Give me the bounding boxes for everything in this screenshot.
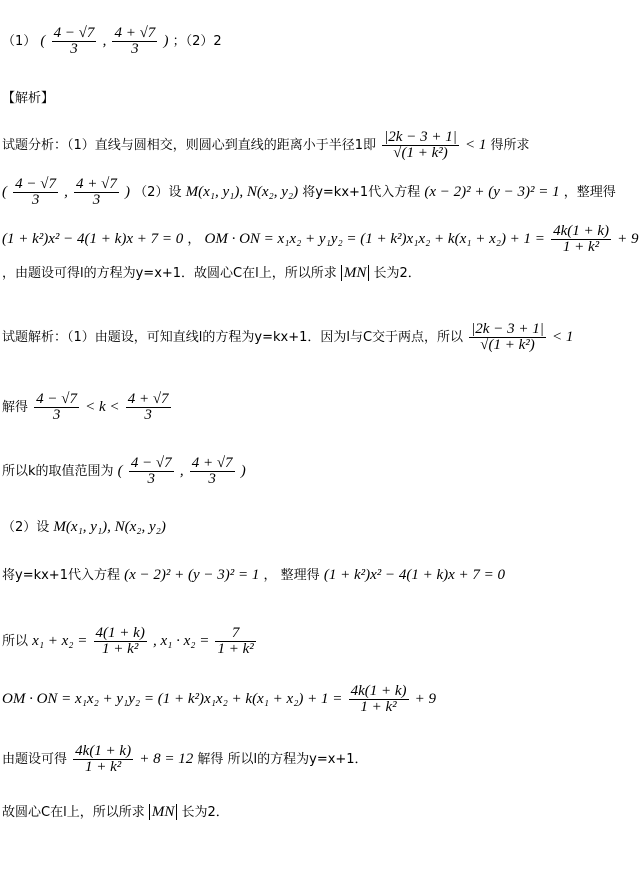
interval-upper-den: 3 [92,192,101,208]
interval-open: ( [2,184,7,200]
answer-interval-close: ) [163,33,169,49]
answer-lower-den: 3 [70,41,78,57]
vieta-label: 所以 [2,634,29,649]
k-upper-num: 4 + √7 [127,391,169,407]
substitute-label: 将y=kx+1代入方程 [2,568,120,583]
interval-lower-num: 4 − √7 [15,176,56,192]
dot-tail: + 9 [414,691,437,707]
solution-distance-frac [469,322,546,353]
solution-line-3 [2,456,246,487]
analysis-intro-text: 试题分析：（1）直线与圆相交，则圆心到直线的距离小于半径1即 [2,138,377,153]
part2-setup-label: （2）设 [2,520,50,535]
solution-intro: 试题解析：（1）由题设，可知直线l的方程为y=kx+1．因为l与C交于两点，所以 [2,330,464,345]
analysis-line-3 [2,224,639,255]
distance-inequality-frac [382,130,459,161]
k-lower-den: 3 [52,407,61,423]
interval-sep: , [64,184,68,200]
answer-part2: ；（2）2 [172,34,222,49]
answer-upper-num: 4 + √7 [114,25,156,41]
analysis-line-1 [2,130,530,161]
simplify-label: ， 整理得 [263,568,320,583]
solution-distance-num: |2k − 3 + 1| [471,321,544,337]
solution-distance-den: √(1 + k²) [480,337,535,353]
answer-line [2,26,222,57]
conclusion-text: ，由题设可得l的方程为y=x+1．故圆心C在l上，所以所求 [2,266,337,281]
circle-eq: (x − 2)² + (y − 3)² = 1 [124,567,260,583]
product-of-roots: , x₁ · x₂ = [152,633,210,649]
solution-line-6 [2,626,258,657]
dot-product-text: OM · ON = x₁x₂ + y₁y₂ = (1 + k²)x₁x₂ + k(x₁ + x₂) + 1 = [204,231,545,247]
conclusion-tail: 长为2． [373,266,421,281]
points-mn: M(x₁, y₁), N(x₂, y₂) [185,184,299,200]
solution-line-2 [2,392,173,423]
k-lower-num: 4 − √7 [36,391,78,407]
sum-of-roots: x₁ + x₂ = [32,633,88,649]
condition-den: 1 + k² [84,759,122,775]
solution-line-4 [2,520,166,535]
k-range-label: 所以k的取值范围为 [2,464,114,479]
answer-part1-label: （1） [2,34,37,49]
mn-length: MN [341,265,370,281]
k-range-upper-den: 3 [208,471,216,487]
k-lower-bound [34,392,79,423]
final-mn-length: MN [149,804,178,820]
k-range-lower-den: 3 [147,471,155,487]
part2-points: M(x₁, y₁), N(x₂, y₂) [53,519,166,535]
product-frac [215,626,255,657]
part2-label: （2）设 [134,185,182,200]
dot-product-frac [551,224,611,255]
analysis-line-2 [2,177,616,208]
sum-num: 4(1 + k) [95,625,145,641]
k-range-upper-num: 4 + √7 [191,455,233,471]
dot-num: 4k(1 + k) [350,683,407,699]
analysis-line-1-tail: 得所求 [490,138,530,153]
sum-den: 1 + k² [102,641,139,657]
interval-upper-num: 4 + √7 [76,176,117,192]
answer-lower-num: 4 − √7 [53,25,95,41]
interval-lower [13,177,58,208]
solution-distance-lt: < 1 [551,329,574,345]
k-inequality: < k < [85,399,120,415]
product-num: 7 [215,626,255,642]
dot-frac [349,684,409,715]
answer-lower-bound [52,26,97,57]
interval-close: ) [125,184,131,200]
analysis-line-4 [2,266,421,281]
quadratic-eq: (1 + k²)x² − 4(1 + k)x + 7 = 0 [323,567,506,583]
solution-line-1 [2,322,573,353]
condition-eq: + 8 = 12 [139,751,194,767]
distance-lt: < 1 [464,137,487,153]
solution-line-9 [2,805,229,820]
k-upper-bound [126,392,171,423]
k-range-lower-num: 4 − √7 [130,455,172,471]
k-range-upper [190,456,235,487]
dot-product-tail: + 9 [617,231,639,247]
k-range-close: ) [240,463,246,479]
circle-equation: (x − 2)² + (y − 3)² = 1 [424,184,560,200]
final-tail: 长为2． [181,805,229,820]
line-equation-result: 解得 所以l的方程为y=x+1． [197,752,368,767]
k-range-sep: , [179,463,184,479]
interval-lower-den: 3 [31,192,40,208]
final-conclusion: 故圆心C在l上，所以所求 [2,805,145,820]
k-range-lower [129,456,174,487]
k-range-open: ( [117,463,123,479]
dot-product-num: 4k(1 + k) [553,223,610,239]
quadratic-equation: (1 + k²)x² − 4(1 + k)x + 7 = 0 [2,231,184,247]
answer-interval-sep: , [102,33,107,49]
solution-line-5 [2,568,505,583]
dot-product-expression [205,231,545,247]
answer-interval-open: ( [40,33,46,49]
solve-label: 解得 [2,400,29,415]
sum-frac [94,626,147,657]
product-den: 1 + k² [217,641,254,657]
comma: ， [187,232,201,247]
condition-frac [73,744,133,775]
k-upper-den: 3 [144,407,152,423]
analysis-heading: 【解析】 [2,91,55,106]
dot-product: OM · ON = x₁x₂ + y₁y₂ = (1 + k²)x₁x₂ + k(x₁ + x₂) + 1 = [2,691,343,707]
solution-line-7 [2,684,436,715]
interval-upper [74,177,119,208]
answer-upper-bound [112,26,157,57]
distance-num: |2k − 3 + 1| [384,129,457,145]
distance-den: √(1 + k²) [393,145,448,161]
simplify-text: ，整理得 [563,185,616,200]
condition-label: 由题设可得 [2,752,68,767]
dot-product-den: 1 + k² [562,239,600,255]
solution-line-8 [2,744,368,775]
answer-upper-den: 3 [131,41,139,57]
condition-num: 4k(1 + k) [75,743,132,759]
substitute-text: 将y=kx+1代入方程 [302,185,421,200]
dot-den: 1 + k² [360,699,397,715]
